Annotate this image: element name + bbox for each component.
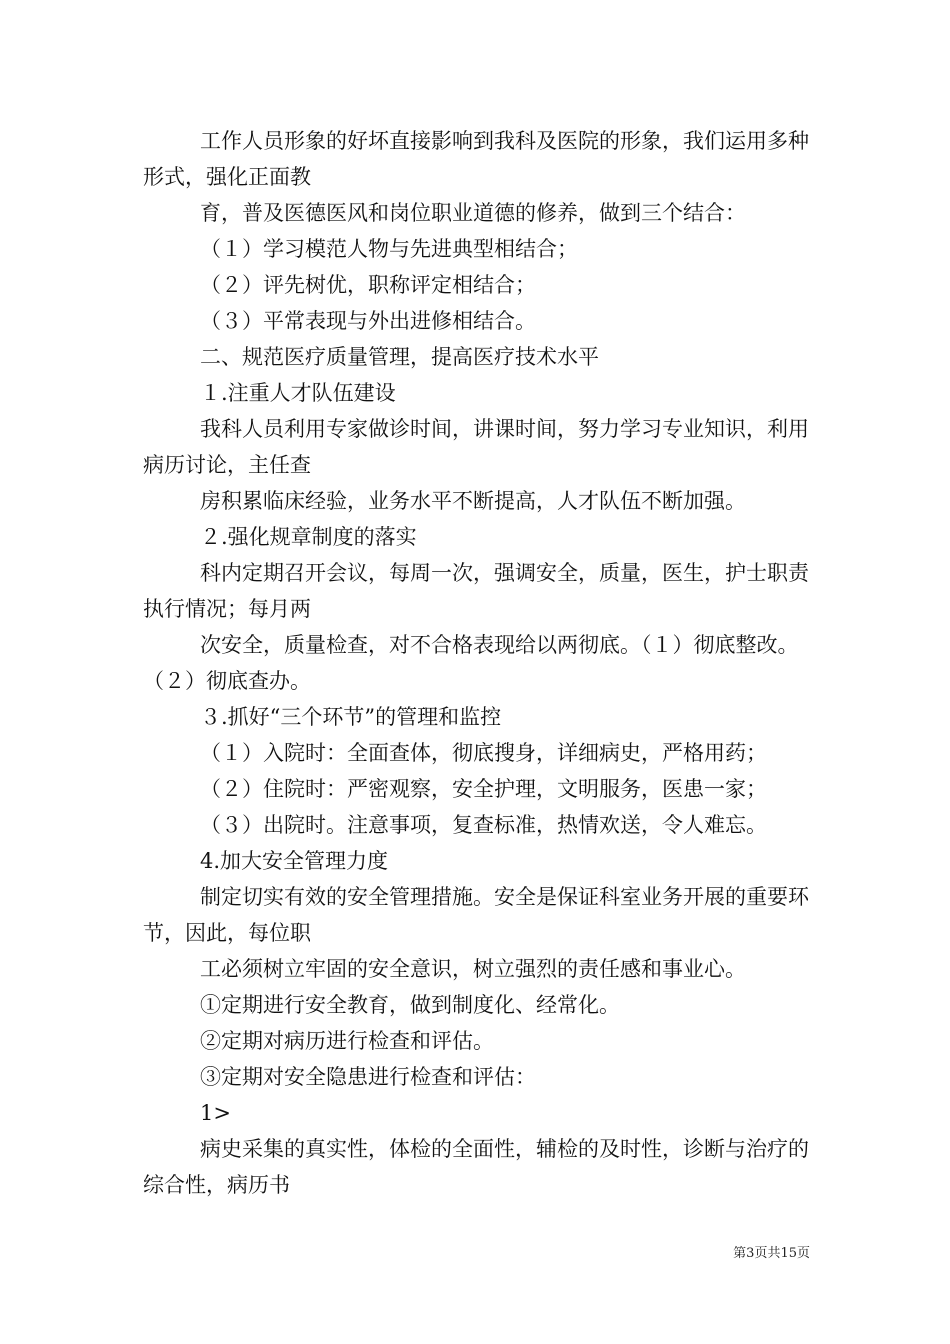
list-item: （３）出院时。注意事项，复查标准，热情欢送，令人难忘。 [200, 813, 767, 837]
list-marker: 1> [200, 1101, 231, 1125]
list-item: （２）评先树优，职称评定相结合； [200, 273, 536, 297]
document-body [143, 123, 813, 1203]
list-item: （３）平常表现与外出进修相结合。 [200, 309, 536, 333]
list-item: （１）学习模范人物与先进典型相结合； [200, 237, 578, 261]
list-item: （１）入院时：全面查体，彻底搜身，详细病史，严格用药； [200, 741, 767, 765]
paragraph: 病史采集的真实性，体检的全面性，辅检的及时性，诊断与治疗的综合性，病历书 [143, 1137, 809, 1197]
paragraph: 制定切实有效的安全管理措施。安全是保证科室业务开展的重要环节，因此，每位职 [143, 885, 809, 945]
paragraph: 科内定期召开会议，每周一次，强调安全，质量，医生，护士职责执行情况；每月两 [143, 561, 809, 621]
paragraph: 我科人员利用专家做诊时间，讲课时间，努力学习专业知识，利用病历讨论，主任查 [143, 417, 809, 477]
paragraph: 工作人员形象的好坏直接影响到我科及医院的形象，我们运用多种形式，强化正面教 [143, 129, 809, 189]
subsection-heading: １.注重人才队伍建设 [200, 381, 396, 405]
list-item: ②定期对病历进行检查和评估。 [200, 1029, 494, 1053]
paragraph: 次安全，质量检查，对不合格表现给以两彻底。（１）彻底整改。（２）彻底查办。 [143, 633, 799, 693]
section-heading: 二、规范医疗质量管理，提高医疗技术水平 [200, 345, 599, 369]
list-item: ③定期对安全隐患进行检查和评估： [200, 1065, 536, 1089]
paragraph: 工必须树立牢固的安全意识，树立强烈的责任感和事业心。 [200, 957, 746, 981]
list-item: ①定期进行安全教育，做到制度化、经常化。 [200, 993, 620, 1017]
subsection-heading: ３.抓好“三个环节”的管理和监控 [200, 705, 502, 729]
page-number: 第3页共15页 [733, 1246, 810, 1261]
paragraph: 房积累临床经验，业务水平不断提高，人才队伍不断加强。 [200, 489, 746, 513]
subsection-heading: ２.强化规章制度的落实 [200, 525, 417, 549]
paragraph: 育，普及医德医风和岗位职业道德的修养，做到三个结合： [200, 201, 746, 225]
list-item: （２）住院时：严密观察，安全护理，文明服务，医患一家； [200, 777, 767, 801]
subsection-heading: 4.加大安全管理力度 [200, 849, 389, 873]
